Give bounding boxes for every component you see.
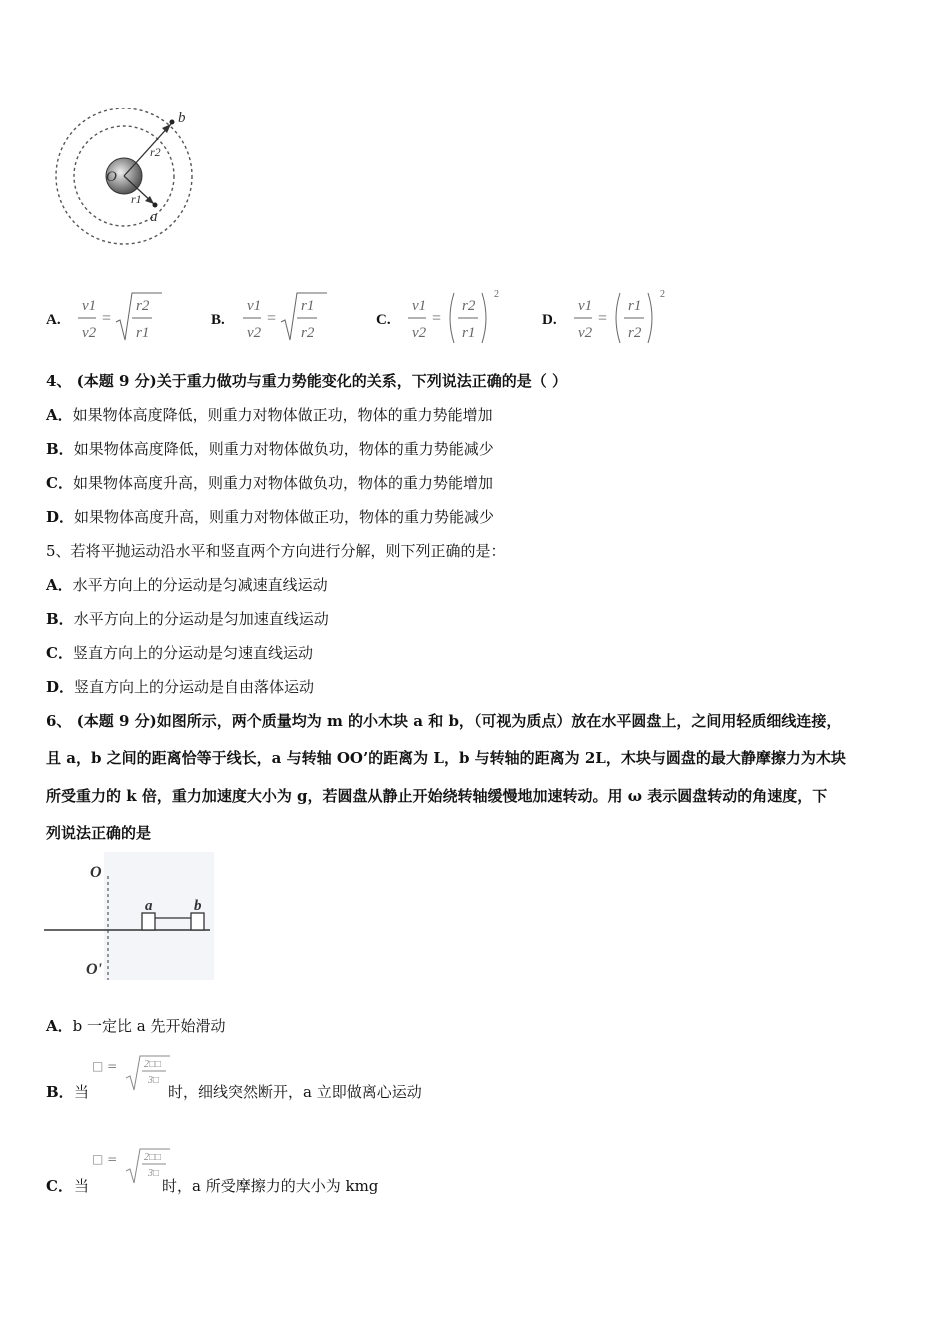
option-label: B． xyxy=(46,1083,74,1101)
option-label: C． xyxy=(46,644,73,662)
svg-text:=: = xyxy=(598,310,608,327)
lhs-den: v2 xyxy=(82,325,97,341)
label-a: a xyxy=(150,209,158,225)
option-label: D． xyxy=(46,678,75,696)
q3-option-a[interactable] xyxy=(46,290,196,345)
option-text: 如果物体高度升高，则重力对物体做正功，物体的重力势能减少 xyxy=(74,508,495,526)
option-text: 时，a 所受摩擦力的大小为 kmg xyxy=(162,1177,379,1195)
option-text: b 一定比 a 先开始滑动 xyxy=(72,1017,226,1035)
option-label: D. xyxy=(542,312,557,328)
option-text: 如果物体高度降低，则重力对物体做正功，物体的重力势能增加 xyxy=(72,406,493,424)
option-text: 水平方向上的分运动是匀减速直线运动 xyxy=(72,576,328,594)
q6-stem-line-3: 所受重力的 k 倍，重力加速度大小为 g，若圆盘从静止开始绕转轴缓慢地加速转动。用 ω 表示圆盘转动的角速度，下 xyxy=(46,787,828,805)
lhs-num: v1 xyxy=(412,298,427,314)
block-b xyxy=(191,913,204,930)
q6-option-b[interactable] xyxy=(46,1052,646,1102)
option-label: D． xyxy=(46,508,75,526)
q5-option-d[interactable] xyxy=(46,676,314,697)
label-r1: r1 xyxy=(131,192,142,206)
option-label: C． xyxy=(46,1177,73,1195)
orbit-figure xyxy=(46,108,206,248)
lhs-den: v2 xyxy=(412,325,427,341)
q5-stem: 5、若将平抛运动沿水平和竖直两个方向进行分解，则下列正确的是： xyxy=(46,542,506,560)
rhs-den: r2 xyxy=(628,325,642,341)
q6-option-a[interactable] xyxy=(46,1015,226,1036)
q6-option-c[interactable] xyxy=(46,1145,646,1195)
option-text: 水平方向上的分运动是匀加速直线运动 xyxy=(73,610,329,628)
lhs-num: v1 xyxy=(82,298,97,314)
q6-stem-line-1: 6、 (本题 9 分)如图所示，两个质量均为 m 的小木块 a 和 b，（可视为质点）放在水平圆盘上，之间用轻质细线连接， xyxy=(46,712,842,730)
option-label: B. xyxy=(211,312,225,328)
option-label: C． xyxy=(46,474,73,492)
q4-option-b[interactable] xyxy=(46,438,494,459)
exponent: 2 xyxy=(494,289,499,300)
formula-a xyxy=(72,290,192,345)
q5-option-c[interactable] xyxy=(46,642,313,663)
q4-stem: 4、 (本题 9 分)关于重力做功与重力势能变化的关系，下列说法正确的是（ ） xyxy=(46,372,567,390)
formula-num: 2□□ xyxy=(144,1152,162,1163)
label-o-bottom: O' xyxy=(86,961,102,978)
lhs-den: v2 xyxy=(247,325,262,341)
lhs-num: v1 xyxy=(247,298,262,314)
option-prefix: 当 xyxy=(74,1177,90,1195)
formula-num: 2□□ xyxy=(144,1059,162,1070)
label-r2: r2 xyxy=(150,145,161,159)
q4-option-d[interactable] xyxy=(46,506,494,527)
rhs-den: r1 xyxy=(136,325,150,341)
rhs-den: r2 xyxy=(301,325,315,341)
label-b: b xyxy=(194,898,202,914)
formula-b xyxy=(237,290,357,345)
option-text: 竖直方向上的分运动是自由落体运动 xyxy=(74,678,315,696)
lhs-den: v2 xyxy=(578,325,593,341)
q6-stem-line-2: 且 a，b 之间的距离恰等于线长，a 与转轴 OO’的距离为 L，b 与转轴的距离为 2L，木块与圆盘的最大静摩擦力为木块 xyxy=(46,749,846,767)
q3-option-b[interactable] xyxy=(211,290,361,345)
option-label: C. xyxy=(376,312,391,328)
q6-stem-line-4: 列说法正确的是 xyxy=(46,824,152,842)
option-label: B． xyxy=(46,440,74,458)
point-a xyxy=(153,203,158,208)
option-label: A. xyxy=(46,312,61,328)
formula-den: 3□ xyxy=(148,1168,160,1179)
lhs-num: v1 xyxy=(578,298,593,314)
rhs-num: r1 xyxy=(628,298,642,314)
q3-option-d[interactable] xyxy=(542,285,702,345)
rhs-num: r2 xyxy=(462,298,476,314)
rhs-num: r1 xyxy=(301,298,315,314)
q5-option-b[interactable] xyxy=(46,608,329,629)
exponent: 2 xyxy=(660,289,665,300)
svg-text:=: = xyxy=(432,310,442,327)
formula-lhs: □ = xyxy=(92,1152,118,1166)
svg-text:=: = xyxy=(102,310,112,327)
label-b: b xyxy=(178,110,186,126)
option-text: 如果物体高度升高，则重力对物体做负功，物体的重力势能增加 xyxy=(72,474,493,492)
label-a: a xyxy=(145,898,153,914)
formula-lhs: □ = xyxy=(92,1059,118,1073)
option-prefix: 当 xyxy=(74,1083,90,1101)
option-text: 竖直方向上的分运动是匀速直线运动 xyxy=(72,644,313,662)
point-b xyxy=(170,120,175,125)
q3-option-c[interactable] xyxy=(376,285,536,345)
q5-option-a[interactable] xyxy=(46,574,328,595)
formula-den: 3□ xyxy=(148,1075,160,1086)
q4-option-c[interactable] xyxy=(46,472,493,493)
rhs-den: r1 xyxy=(462,325,476,341)
label-center: O xyxy=(106,169,117,185)
svg-text:=: = xyxy=(267,310,277,327)
omega-formula-c xyxy=(90,1145,170,1190)
formula-c xyxy=(402,285,532,345)
option-text: 时，细线突然断开，a 立即做离心运动 xyxy=(168,1083,422,1101)
block-a xyxy=(142,913,155,930)
option-label: A． xyxy=(46,576,73,594)
q4-option-a[interactable] xyxy=(46,404,493,425)
label-o-top: O xyxy=(90,864,102,881)
option-label: A． xyxy=(46,1017,73,1035)
omega-formula-b xyxy=(90,1052,170,1097)
rotating-disc-figure xyxy=(44,852,216,982)
rhs-num: r2 xyxy=(136,298,150,314)
option-text: 如果物体高度降低，则重力对物体做负功，物体的重力势能减少 xyxy=(73,440,494,458)
option-label: B． xyxy=(46,610,74,628)
option-label: A． xyxy=(46,406,73,424)
formula-d xyxy=(568,285,698,345)
